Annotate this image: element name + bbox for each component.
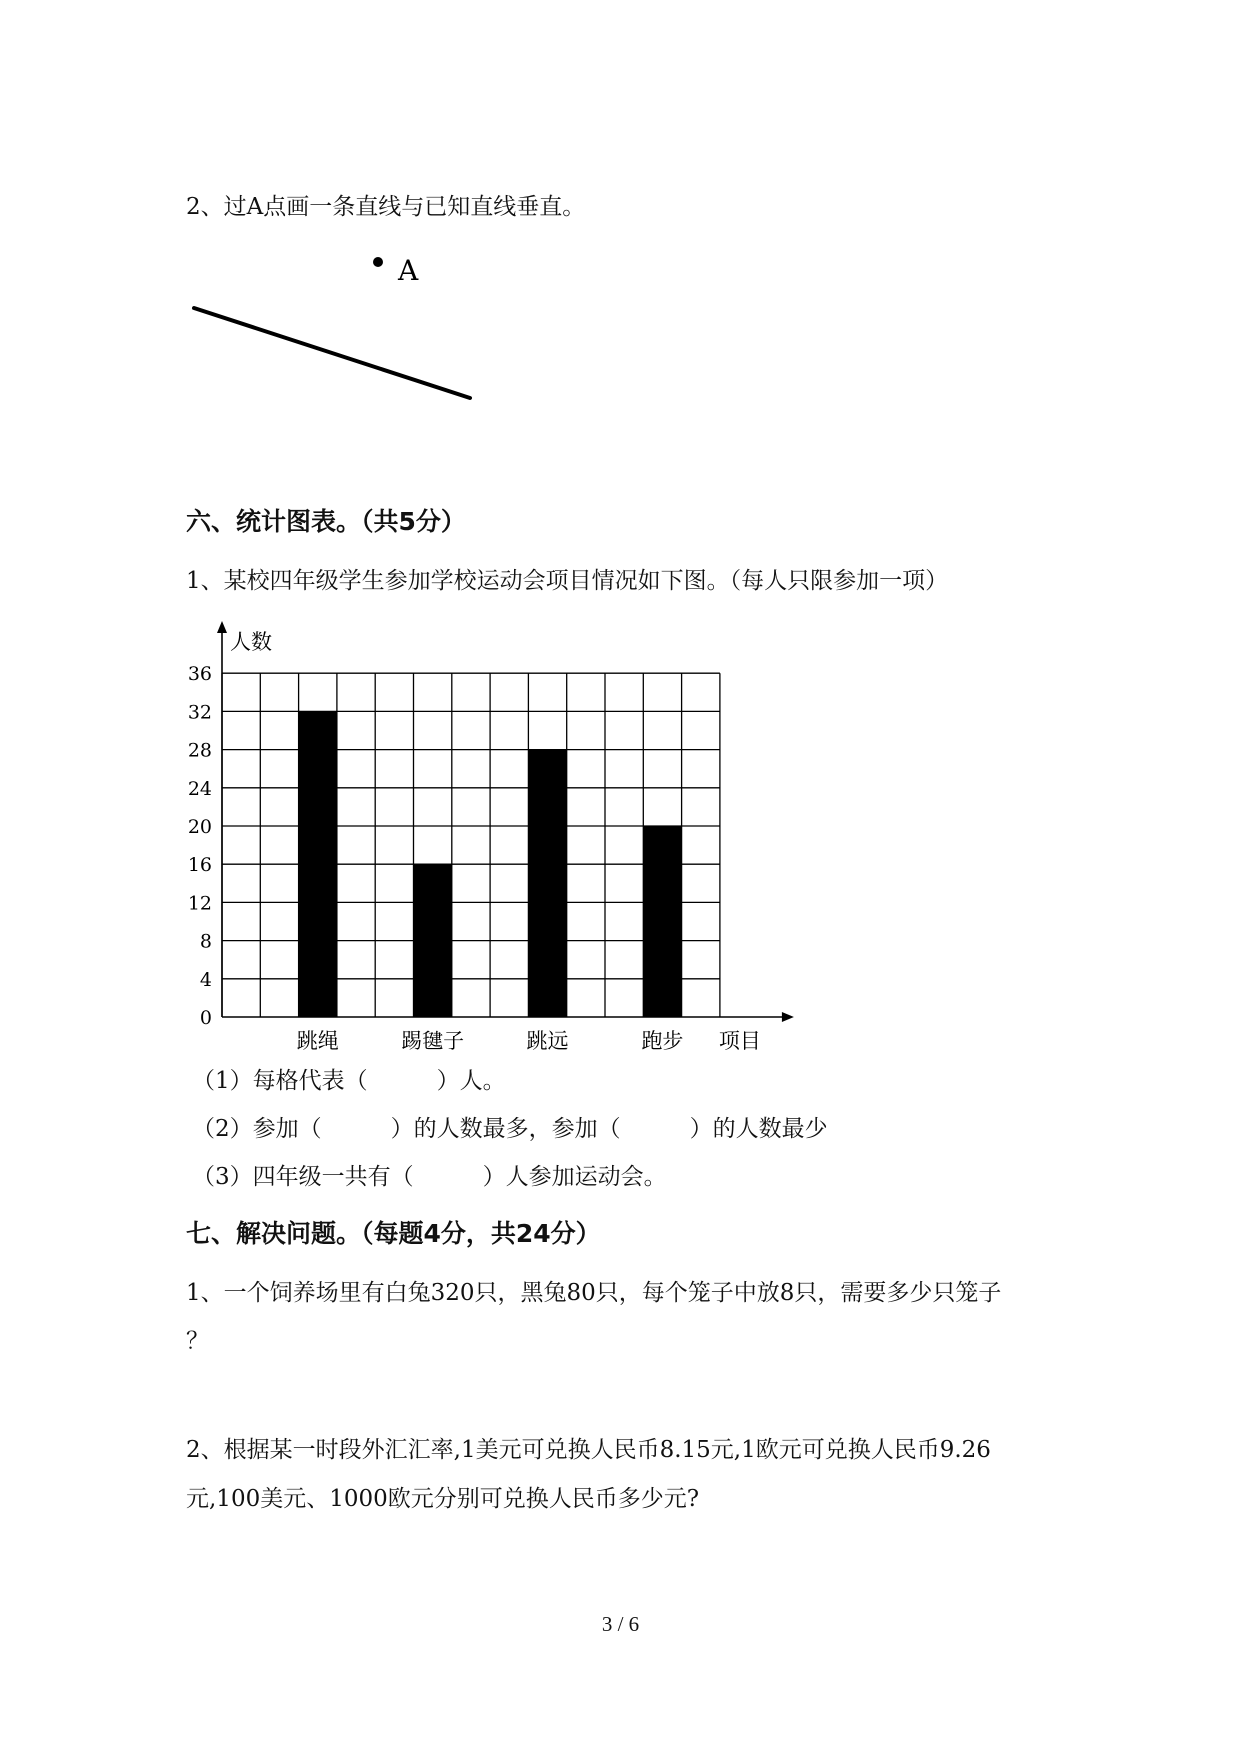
x-category-label: 跳远 (526, 1029, 569, 1053)
section6-sub3: （3）四年级一共有（ ）人参加运动会。 (192, 1164, 667, 1190)
x-category-label: 踢毽子 (401, 1029, 465, 1053)
section7-q1-line1: 1、一个饲养场里有白兔320只，黑兔80只，每个笼子中放8只，需要多少只笼子 (186, 1280, 1002, 1306)
y-tick-label: 28 (187, 739, 212, 762)
y-tick-label: 24 (187, 777, 212, 800)
bar-2 (414, 864, 452, 1017)
x-axis-label: 项目 (718, 1029, 761, 1053)
section7-q1-line2: ？ (186, 1328, 209, 1354)
page-number: 3 / 6 (601, 1612, 640, 1636)
bar-chart (180, 615, 820, 1055)
y-tick-label: 32 (187, 701, 212, 724)
section7-q2-line1: 2、根据某一时段外汇汇率,1美元可兑换人民币8.15元,1欧元可兑换人民币9.26 (186, 1437, 991, 1463)
given-line (194, 308, 470, 398)
y-tick-label: 8 (199, 930, 212, 953)
x-category-label: 跳绳 (296, 1029, 339, 1053)
section6-heading: 六、统计图表。（共5分） (186, 507, 466, 536)
section6-sub1: （1）每格代表（ ）人。 (192, 1068, 506, 1094)
y-axis-label: 人数 (230, 630, 272, 654)
y-tick-label: 4 (199, 968, 212, 991)
y-tick-label: 0 (199, 1007, 212, 1029)
x-category-label: 跑步 (641, 1029, 684, 1053)
section6-sub2: （2）参加（ ）的人数最多，参加（ ）的人数最少 (192, 1116, 828, 1142)
bar-1 (299, 711, 337, 1017)
y-tick-label: 20 (187, 816, 212, 838)
y-tick-label: 36 (187, 663, 212, 686)
bar-3 (528, 750, 566, 1017)
bar-4 (643, 826, 681, 1017)
point-a-label: A (398, 254, 419, 287)
x-axis-arrow (782, 1012, 794, 1022)
point-a-dot (373, 257, 383, 267)
y-axis-arrow (217, 621, 227, 633)
section7-heading: 七、解决问题。（每题4分，共24分） (186, 1219, 601, 1248)
section7-q2-line2: 元,100美元、1000欧元分别可兑换人民币多少元? (186, 1486, 700, 1512)
section6-question1: 1、某校四年级学生参加学校运动会项目情况如下图。（每人只限参加一项） (186, 568, 949, 594)
y-tick-label: 12 (187, 892, 212, 915)
y-tick-label: 16 (187, 854, 212, 877)
perpendicular-figure (180, 240, 700, 440)
question-perpendicular: 2、过A点画一条直线与已知直线垂直。 (186, 194, 586, 220)
